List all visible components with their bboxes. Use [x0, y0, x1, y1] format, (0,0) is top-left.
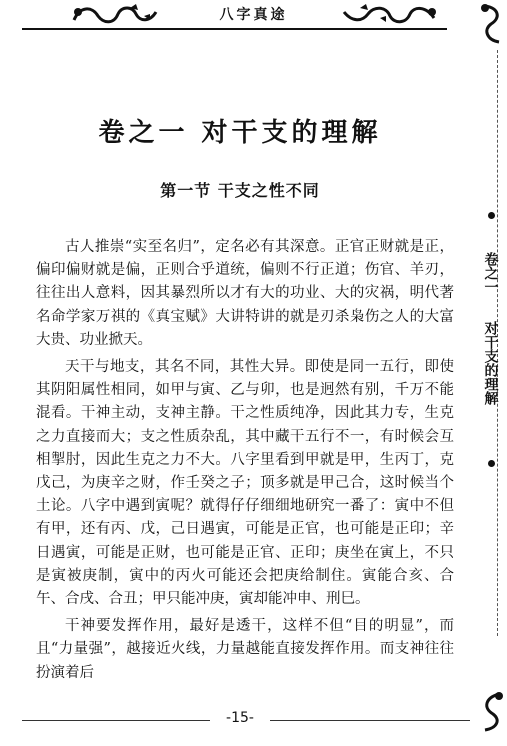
side-label-part1: 卷之一: [482, 252, 499, 294]
chapter-title: 卷之一 对干支的理解: [98, 118, 382, 148]
section-title: 第一节 干支之性不同: [160, 181, 320, 200]
side-label-part2: 对干支的理解: [482, 321, 499, 405]
paragraph: 古人推崇“实至名归”，定名必有其深意。正官正财就是正，偏印偏财就是偏，正则合乎道统，偏则不行正道；伤官、羊刃，往往出人意料，因其暴烈所以才有大的功业、大的灾祸，明代著名命学家万祺的《真宝赋》大讲特讲的就是刃杀枭伤之人的大富大贵、功业掀天。: [36, 239, 454, 348]
corner-dragon-icon: [479, 690, 505, 734]
side-bullet-icon: [488, 460, 495, 467]
body-text: [36, 236, 454, 689]
page-number: -15-: [210, 710, 270, 726]
corner-dragon-icon: [479, 2, 505, 46]
side-chapter-label: [476, 252, 504, 410]
paragraph: 天干与地支，其名不同，其性大异。即使是同一五行，即使其阴阳属性相同，如甲与寅、乙与卯，也是迥然有别，千万不能混看。干神主动，支神主静。干之性质纯净，因此其力专，生克之力直接而大；支之性质杂乱，其中藏干五行不一，有时候会互相掣肘，因此生克之力不大。八字里看到甲就是甲，生丙丁，克戊己，为庚辛之财，作壬癸之子；顶多就是甲己合，这时候当个土论。八字中遇到寅呢？就得仔仔细细地研究一番了：寅中不但有甲，还有丙、戊，己日遇寅，可能是正官，也可能是正印；辛日遇寅，可能是正财，也可能是正官、正印；庚坐在寅上，不只是寅被庚制，寅中的丙火可能还会把庚给制住。寅能合亥、合午、合戌、合丑；甲只能冲庚，寅却能冲申、刑巳。: [36, 359, 454, 608]
dragon-ornament-icon: [340, 2, 440, 28]
running-header: [0, 0, 507, 34]
header-rule: [22, 28, 447, 30]
header-title: 八字真途: [219, 7, 288, 23]
paragraph: 干神要发挥作用，最好是透干，这样不但“目的明显”，而且“力量强”，越接近火线，力量越能直接发挥作用。而支神往往扮演着后: [36, 618, 454, 681]
side-bullet-icon: [488, 212, 495, 219]
